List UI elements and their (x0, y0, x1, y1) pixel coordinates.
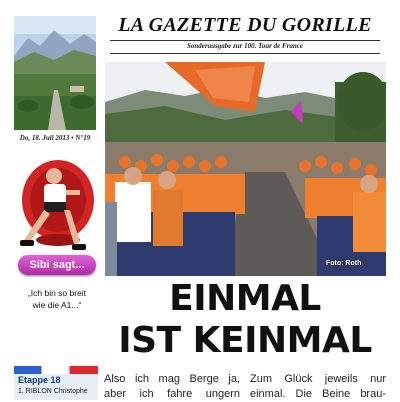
french-flag-icon (14, 366, 98, 374)
article-line: einmal. Die Beine brau- (250, 388, 386, 400)
etappe-title: Etappe 18 (18, 375, 61, 385)
article-column-2 (250, 372, 386, 402)
landscape-photo (14, 16, 96, 130)
divider (110, 53, 380, 54)
etappe-result-line: 1. RIBLON Christophe (18, 388, 88, 395)
masthead-subtitle: Sonderausgabe zur 100. Tour de France (186, 42, 304, 50)
article-column-1 (104, 372, 240, 402)
quote-line-2: wie die A1...“ (32, 300, 82, 310)
headline-line-1: EINMAL (169, 278, 321, 319)
article-line: Zum Glück jeweils nur (250, 373, 386, 385)
article-line: aber ich fahre ungern (104, 388, 240, 400)
crowd-photo (105, 62, 386, 276)
headline-line-2: IST KEINMAL (118, 320, 372, 361)
sibi-label: Sibi sagt... (18, 255, 96, 275)
article-line: Also ich mag Berge ja, (104, 373, 240, 385)
quote-line-1: „Ich bin so breit (27, 288, 87, 298)
divider (110, 40, 380, 41)
masthead-title: LA GAZETTE DU GORILLE (118, 14, 372, 36)
sidebar-quote (14, 287, 100, 311)
photo-credit: Foto: Roth (326, 260, 362, 267)
date-issue: Do, 18. Juli 2013 • N°19 (19, 134, 91, 142)
